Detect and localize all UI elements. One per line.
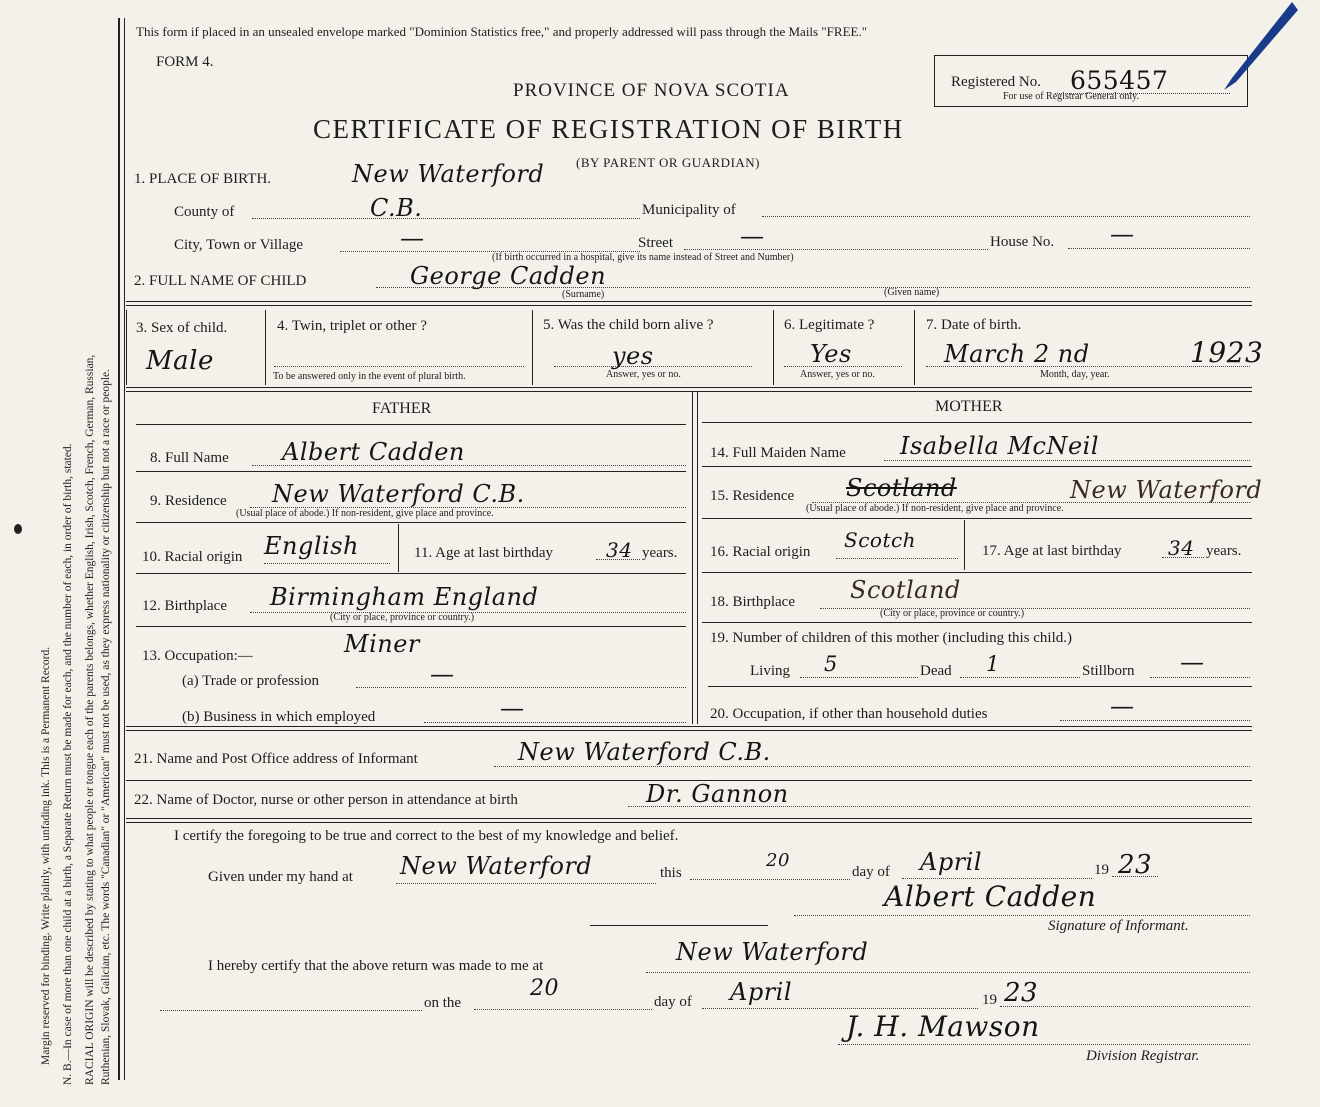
house-number-value: — xyxy=(1110,220,1135,248)
mother-name-value: Isabella McNeil xyxy=(900,432,1100,460)
sex-value: Male xyxy=(146,346,214,376)
father-trade-value: — xyxy=(430,660,455,688)
dob-note: Month, day, year. xyxy=(1040,369,1110,380)
mail-note: This form if placed in an unsealed envelope marked "Dominion Statistics free," and properly addressed will pass through the Mails "FREE." xyxy=(136,24,868,39)
section-rule-1b xyxy=(126,305,1252,306)
document-subtitle: (BY PARENT OR GUARDIAN) xyxy=(576,155,761,170)
father-rule-1 xyxy=(136,471,686,472)
informant-line xyxy=(494,766,1250,767)
given-place-value: New Waterford xyxy=(400,852,593,880)
dob-label: 7. Date of birth. xyxy=(926,317,1022,333)
stillborn-line xyxy=(1150,677,1250,678)
on-the-label: on the xyxy=(424,995,462,1011)
informant-label: 21. Name and Post Office address of Informant xyxy=(134,751,418,767)
row3-left-border xyxy=(126,310,127,385)
registrar-month-value: April xyxy=(730,978,793,1006)
mother-racial-label: 16. Racial origin xyxy=(710,544,811,560)
mother-age-divider xyxy=(964,520,965,570)
mother-occupation-value: — xyxy=(1110,692,1135,720)
father-residence-label: 9. Residence xyxy=(150,493,227,509)
section-rule-5 xyxy=(126,818,1252,819)
registrar-note: For use of Registrar General only. xyxy=(1003,91,1139,102)
father-age-value: 34 xyxy=(606,538,633,562)
mother-heading-rule xyxy=(702,422,1252,423)
section-rule-2b xyxy=(126,391,1252,392)
father-rule-3 xyxy=(136,573,686,574)
section-rule-5b xyxy=(126,822,1252,823)
county-label: County of xyxy=(174,204,235,220)
child-name-value: George Cadden xyxy=(410,262,607,290)
mother-age-value: 34 xyxy=(1168,536,1195,560)
row3-divider-1 xyxy=(265,310,266,385)
legitimate-value: Yes xyxy=(810,340,852,368)
registrar-statement: I hereby certify that the above return was made to me at xyxy=(208,958,544,974)
dob-year: 1923 xyxy=(1190,336,1264,369)
mother-name-line xyxy=(884,460,1250,461)
father-business-label: (b) Business in which employed xyxy=(182,709,376,725)
street-label: Street xyxy=(638,235,673,251)
certify-year-value: 23 xyxy=(1118,850,1153,880)
father-years-label: years. xyxy=(642,545,678,561)
house-number-label: House No. xyxy=(990,234,1055,250)
father-trade-label: (a) Trade or profession xyxy=(182,673,320,689)
mother-name-label: 14. Full Maiden Name xyxy=(710,445,846,461)
alive-note: Answer, yes or no. xyxy=(606,369,681,380)
registrar-month-line xyxy=(702,1008,978,1009)
given-place-line xyxy=(396,883,656,884)
father-heading-rule xyxy=(136,424,686,425)
certify-statement: I certify the foregoing to be true and correct to the best of my knowledge and belief. xyxy=(174,828,679,844)
living-line xyxy=(800,677,918,678)
father-rule-2 xyxy=(136,522,686,523)
margin-note-1: Margin reserved for binding. Write plainly, with unfading ink. This is a Permanent Record. xyxy=(40,646,52,1065)
dead-value: 1 xyxy=(986,652,1000,676)
street-line xyxy=(684,249,988,250)
father-name-label: 8. Full Name xyxy=(150,450,229,466)
mother-heading: MOTHER xyxy=(935,398,1003,415)
doctor-label: 22. Name of Doctor, nurse or other person in attendance at birth xyxy=(134,792,518,808)
stillborn-value: — xyxy=(1180,648,1205,676)
certify-year-prefix: 19 xyxy=(1094,862,1109,878)
province-heading: PROVINCE OF NOVA SCOTIA xyxy=(513,80,790,101)
form-number: FORM 4. xyxy=(156,54,214,70)
legitimate-note: Answer, yes or no. xyxy=(800,369,875,380)
dob-value: March 2 nd xyxy=(944,340,1090,368)
registrar-signature-line xyxy=(838,1044,1250,1045)
given-name-note: (Given name) xyxy=(884,287,940,298)
mother-age-label: 17. Age at last birthday xyxy=(982,543,1122,559)
twin-line xyxy=(274,366,524,367)
punch-hole-mark xyxy=(14,524,22,534)
twin-label: 4. Twin, triplet or other ? xyxy=(277,318,427,334)
mother-residence-label: 15. Residence xyxy=(710,488,795,504)
municipality-line xyxy=(762,216,1250,217)
mother-birthplace-note: (City or place, province or country.) xyxy=(880,608,1025,619)
row3-divider-4 xyxy=(914,310,915,385)
county-value: C.B. xyxy=(370,194,423,222)
this-label: this xyxy=(660,865,682,881)
surname-note: (Surname) xyxy=(562,289,605,300)
registrar-place-line xyxy=(646,972,1250,973)
certify-day-value: 20 xyxy=(766,850,790,871)
father-occupation-value: Miner xyxy=(344,630,420,658)
section-rule-3b xyxy=(126,730,1252,731)
margin-note-2: N. B.—In case of more than one child at a birth, a Separate Return must be made for each, and the number of each, in order of birth, stated. xyxy=(62,443,74,1085)
living-label: Living xyxy=(750,663,790,679)
municipality-label: Municipality of xyxy=(642,202,736,218)
father-birthplace-value: Birmingham England xyxy=(270,583,539,611)
mother-occupation-line xyxy=(1060,720,1250,721)
registered-number: 655457 xyxy=(1070,66,1169,95)
section-rule-1 xyxy=(126,301,1252,302)
registrar-leading-line xyxy=(160,1010,422,1011)
legitimate-label: 6. Legitimate ? xyxy=(784,317,875,333)
month-line xyxy=(902,878,1092,879)
mother-rule-5 xyxy=(708,686,1252,687)
registrar-signature: J. H. Mawson xyxy=(846,1010,1040,1043)
father-heading: FATHER xyxy=(372,400,432,417)
registration-box xyxy=(934,55,1248,107)
dead-label: Dead xyxy=(920,663,952,679)
mother-occupation-label: 20. Occupation, if other than household duties xyxy=(710,706,988,722)
section-rule-3 xyxy=(126,726,1252,727)
place-of-birth-value: New Waterford xyxy=(352,160,545,188)
twin-note: To be answered only in the event of plural birth. xyxy=(273,371,466,382)
center-divider-b xyxy=(697,392,698,724)
father-residence-note: (Usual place of abode.) If non-resident, give place and province. xyxy=(236,508,494,519)
mother-residence-struck: Scotland xyxy=(846,474,957,502)
city-value: — xyxy=(400,224,425,252)
father-birthplace-note: (City or place, province or country.) xyxy=(330,612,475,623)
margin-rule xyxy=(118,18,120,1080)
father-age-label: 11. Age at last birthday xyxy=(414,545,553,561)
mother-birthplace-value: Scotland xyxy=(850,576,961,604)
mother-residence-note: (Usual place of abode.) If non-resident, give place and province. xyxy=(806,503,1064,514)
father-name-value: Albert Cadden xyxy=(282,438,465,466)
certify-day-of-label: day of xyxy=(852,864,890,880)
registrar-day-line xyxy=(474,1009,652,1010)
father-business-value: — xyxy=(500,694,525,722)
margin-rule-inner xyxy=(124,18,125,1080)
mother-racial-line xyxy=(836,558,958,559)
mother-racial-value: Scotch xyxy=(844,528,917,552)
mother-residence-value: New Waterford xyxy=(1070,476,1263,504)
alive-label: 5. Was the child born alive ? xyxy=(543,317,714,333)
mother-rule-3 xyxy=(702,572,1252,573)
section-rule-2 xyxy=(126,387,1252,388)
separator-short-rule xyxy=(590,925,768,926)
registrar-signature-label: Division Registrar. xyxy=(1086,1048,1200,1064)
mother-children-label: 19. Number of children of this mother (including this child.) xyxy=(710,630,1073,646)
father-occupation-label: 13. Occupation:— xyxy=(142,648,253,664)
center-divider xyxy=(692,392,693,724)
informant-signature: Albert Cadden xyxy=(884,880,1097,913)
row3-divider-2 xyxy=(532,310,533,385)
mother-rule-2 xyxy=(702,518,1252,519)
registrar-place-value: New Waterford xyxy=(676,938,869,966)
registrar-year-value: 23 xyxy=(1004,978,1039,1008)
day-line xyxy=(690,879,850,880)
child-name-label: 2. FULL NAME OF CHILD xyxy=(134,273,307,289)
document-title: CERTIFICATE OF REGISTRATION OF BIRTH xyxy=(313,114,904,144)
informant-value: New Waterford C.B. xyxy=(518,738,771,766)
mother-rule-4 xyxy=(702,622,1252,623)
father-racial-line xyxy=(264,563,390,564)
margin-note-3: RACIAL ORIGIN will be described by stating to what people or tongue each of the parents belongs, whether English, Irish, Scotch, French, German, Russian, xyxy=(84,354,96,1085)
father-age-divider xyxy=(398,524,399,572)
registrar-day-value: 20 xyxy=(530,976,559,1001)
informant-signature-line xyxy=(794,915,1250,916)
living-value: 5 xyxy=(824,652,838,676)
registered-label: Registered No. xyxy=(951,74,1041,90)
certify-month-value: April xyxy=(920,848,983,876)
mother-years-label: years. xyxy=(1206,543,1242,559)
father-racial-value: English xyxy=(264,532,359,560)
margin-note-4: Ruthenian, Slovak, Galician, etc. The words "Canadian" or "American" must not be used, as they express nationality or citizenship but not a race or people. xyxy=(100,368,112,1085)
father-business-line xyxy=(424,722,686,723)
sex-label: 3. Sex of child. xyxy=(136,320,228,336)
alive-value: yes xyxy=(612,342,654,370)
father-racial-label: 10. Racial origin xyxy=(142,549,243,565)
house-number-line xyxy=(1068,248,1250,249)
father-trade-line xyxy=(356,687,686,688)
city-label: City, Town or Village xyxy=(174,237,304,253)
doctor-value: Dr. Gannon xyxy=(646,780,789,808)
registrar-year-prefix: 19 xyxy=(982,992,997,1008)
mother-birthplace-label: 18. Birthplace xyxy=(710,594,795,610)
father-birthplace-label: 12. Birthplace xyxy=(142,598,227,614)
street-value: — xyxy=(740,222,765,250)
hospital-note: (If birth occurred in a hospital, give its name instead of Street and Number) xyxy=(492,252,794,263)
mother-rule-1 xyxy=(702,466,1252,467)
father-rule-4 xyxy=(136,626,686,627)
informant-signature-label: Signature of Informant. xyxy=(1048,918,1189,934)
county-line xyxy=(252,218,640,219)
given-label: Given under my hand at xyxy=(208,869,353,885)
pen-mark-icon xyxy=(1210,0,1300,95)
dead-line xyxy=(960,677,1080,678)
row3-divider-3 xyxy=(773,310,774,385)
place-of-birth-label: 1. PLACE OF BIRTH. xyxy=(134,171,272,187)
registrar-day-of-label: day of xyxy=(654,994,692,1010)
father-residence-value: New Waterford C.B. xyxy=(272,480,525,508)
stillborn-label: Stillborn xyxy=(1082,663,1135,679)
